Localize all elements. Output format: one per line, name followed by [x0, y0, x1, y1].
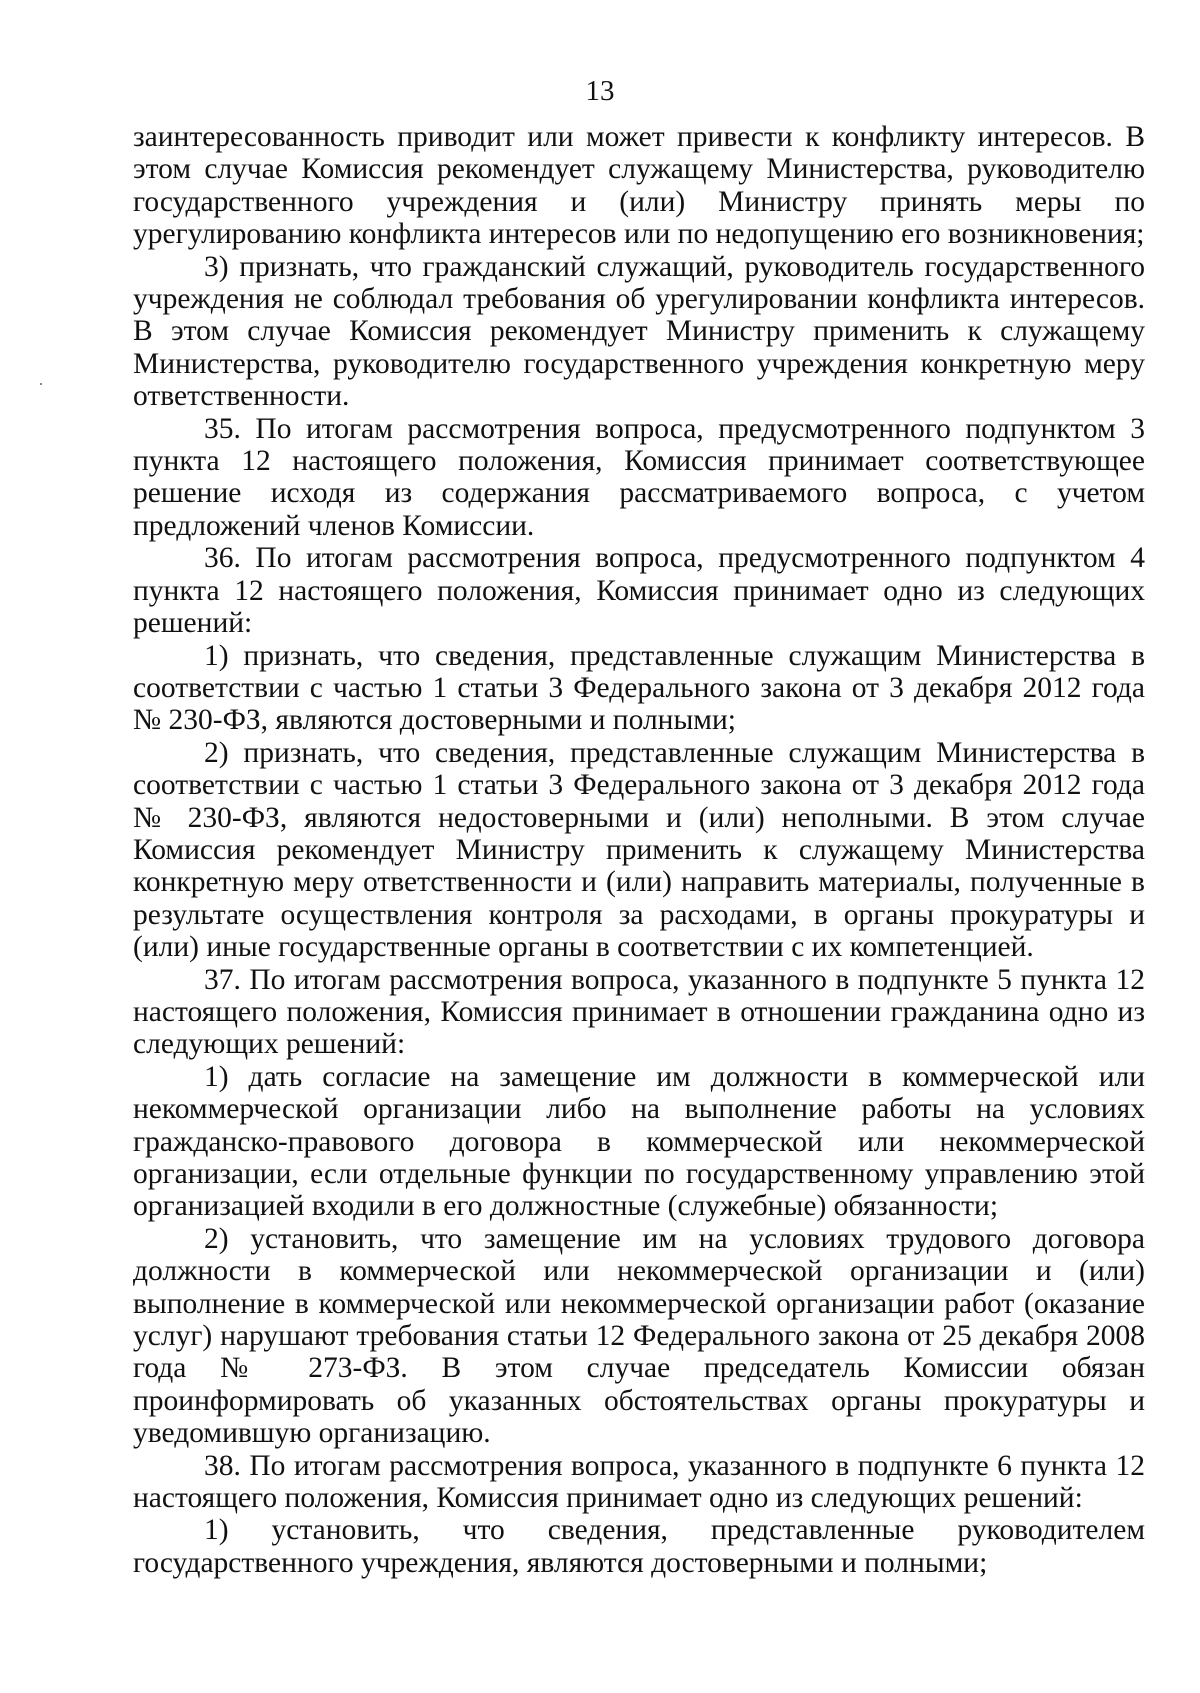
document-body	[133, 121, 1145, 1579]
paragraph-36-item-1: 1) признать, что сведения, представленные служащим Министерства в соответствии с частью 1 статьи 3 Федерального закона от 3 декабря 2012 года № 230-ФЗ, являются достоверными и полными;	[133, 639, 1145, 737]
paragraph-36: 36. По итогам рассмотрения вопроса, предусмотренного подпунктом 4 пункта 12 настоящего положения, Комиссия принимает одно из следующих решений:	[133, 542, 1145, 640]
paragraph-38-item-1: 1) установить, что сведения, представленные руководителем государственного учреждения, являются достоверными и полными;	[133, 1514, 1145, 1579]
page-number: 13	[585, 75, 615, 107]
paragraph-34-item-3: 3) признать, что гражданский служащий, руководитель государственного учреждения не соблюдал требования об урегулировании конфликта интересов. В этом случае Комиссия рекомендует Министру применить к служащему Министерства, руководителю государственного учреждения конкретную меру ответственности.	[133, 250, 1145, 413]
paragraph-35: 35. По итогам рассмотрения вопроса, предусмотренного подпунктом 3 пункта 12 настоящего положения, Комиссия принимает соответствующее решение исходя из содержания рассматриваемого вопроса, с учетом предложений членов Комиссии.	[133, 412, 1145, 542]
paragraph-37-item-1: 1) дать согласие на замещение им должности в коммерческой или некоммерческой организации либо на выполнение работы на условиях гражданско-правового договора в коммерческой или некоммерческой организации, если отдельные функции по государственному управлению этой организацией входили в его должностные (служебные) обязанности;	[133, 1060, 1145, 1223]
paragraph-37: 37. По итогам рассмотрения вопроса, указанного в подпункте 5 пункта 12 настоящего положения, Комиссия принимает в отношении гражданина одно из следующих решений:	[133, 963, 1145, 1061]
paragraph-continuation: заинтересованность приводит или может привести к конфликту интересов. В этом случае Комиссия рекомендует служащему Министерства, руководителю государственного учреждения и (или) Министру принять меры по урегулированию конфликта интересов или по недопущению его возникновения;	[133, 121, 1145, 251]
paragraph-38: 38. По итогам рассмотрения вопроса, указанного в подпункте 6 пункта 12 настоящего положения, Комиссия принимает одно из следующих решений:	[133, 1449, 1145, 1515]
margin-mark	[40, 383, 42, 385]
paragraph-37-item-2: 2) установить, что замещение им на условиях трудового договора должности в коммерческой или некоммерческой организации и (или) выполнение в коммерческой или некоммерческой организации работ (оказание услуг) нарушают требования статьи 12 Федерального закона от 25 декабря 2008 года № 273-ФЗ. В этом случае председатель Комиссии обязан проинформировать об указанных обстоятельствах органы прокуратуры и уведомившую организацию.	[133, 1222, 1145, 1450]
paragraph-36-item-2: 2) признать, что сведения, представленные служащим Министерства в соответствии с частью 1 статьи 3 Федерального закона от 3 декабря 2012 года № 230-ФЗ, являются недостоверными и (или) неполными. В этом случае Комиссия рекомендует Министру применить к служащему Министерства конкретную меру ответственности и (или) направить материалы, полученные в результате осуществления контроля за расходами, в органы прокуратуры и (или) иные государственные органы в соответствии с их компетенцией.	[133, 736, 1145, 964]
